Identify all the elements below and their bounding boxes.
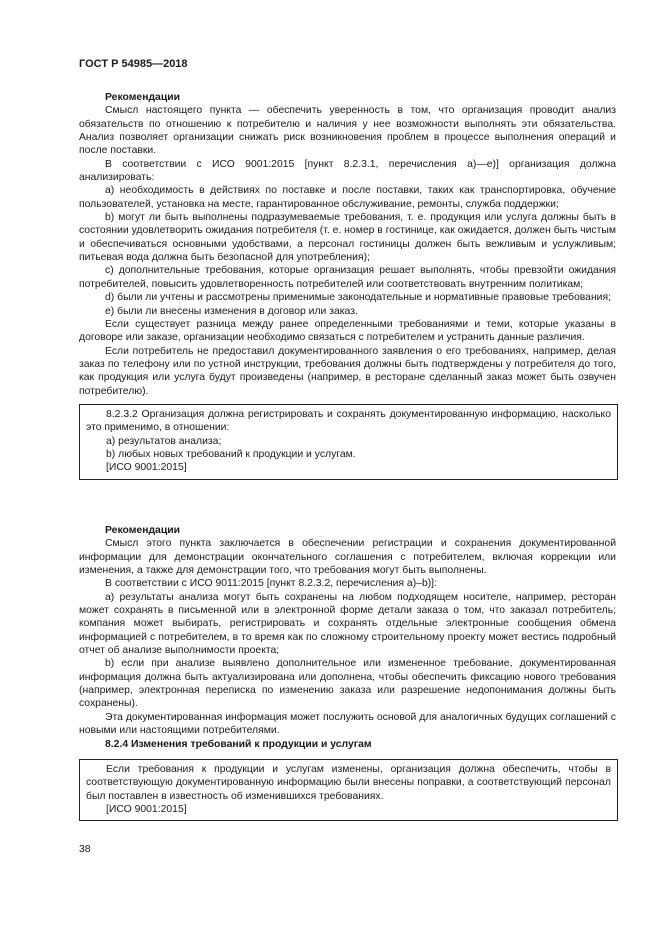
paragraph: Если требования к продукции и услугам изменены, организация должна обеспечить, чтобы в соответствующую документированную информацию были внесены поправки, а соответствующий персонал был поставлен в известность об изменившихся требованиях.: [86, 764, 611, 802]
subsection-heading: 8.2.4 Изменения требований к продукции и услугам: [105, 738, 372, 750]
list-item: e) были ли внесены изменения в договор или заказ.: [105, 305, 358, 317]
paragraph: 8.2.3.2 Организация должна регистрировать и сохранять документированную информацию, насколько это применимо, в отношении:: [86, 409, 611, 434]
reference: [ИСО 9001:2015]: [106, 804, 187, 816]
list-item: c) дополнительные требования, которые организация решает выполнять, чтобы превзойти ожидания потребителей, повысить удовлетворенность потребителей или соответствовать внутренним политикам;: [79, 265, 616, 290]
recommendations-section-2: [79, 524, 616, 751]
paragraph: Если существует разница между ранее определенными требованиями и теми, которые указаны в договоре или заказе, организации необходимо связаться с потребителем и устранить данные различия.: [79, 318, 616, 344]
document-header: ГОСТ Р 54985—2018: [79, 58, 188, 70]
section-heading: Рекомендации: [105, 92, 181, 103]
paragraph: В соответствии с ИСО 9011:2015 [пункт 8.2.3.2, перечисления a)–b)]:: [105, 578, 437, 590]
reference: [ИСО 9001:2015]: [106, 462, 187, 474]
list-item: a) результатов анализа;: [106, 435, 222, 447]
page-number: 38: [79, 844, 91, 855]
paragraph: Эта документированная информация может послужить основой для аналогичных будущих соглашений с новыми или настоящими потребителями.: [79, 711, 616, 737]
standard-quote-box-8-2-3-2: [79, 404, 618, 480]
paragraph: Смысл этого пункта заключается в обеспечении регистрации и сохранения документированной информации для демонстрации окончательного соглашения с потребителем, включая коррекции или изменения, а также для демонстрации того, что требования могут быть выполнены.: [79, 538, 616, 577]
list-item: a) необходимость в действиях по поставке и после поставки, таких как транспортировка, обучение пользователей, установка на месте, гарантированное обслуживание, ремонты, служба поддержки;: [79, 185, 616, 210]
paragraph: Смысл настоящего пункта — обеспечить уверенность в том, что организация проводит анализ обязательств по отношению к потребителю и наличия у нее возможности выполнять эти обязательства. Анализ позволяет организации снижать риск возникновения проблем в процессе выполнения операций и после поставки.: [79, 105, 616, 157]
paragraph: В соответствии с ИСО 9001:2015 [пункт 8.2.3.1, перечисления а)—е)] организация должна анализировать:: [79, 158, 616, 184]
recommendations-section-1: [79, 91, 616, 398]
paragraph: Если потребитель не предоставил документированного заявления о его требованиях, например, делая заказ по телефону или по устной инструкции, требования должны быть подтверждены у потребителя до того, как продукция или услуга будут произведены (например, в ресторане сделанный заказ может быть озвучен потребителю).: [79, 345, 616, 397]
list-item: d) были ли учтены и рассмотрены применимые законодательные и нормативные правовые требования;: [105, 292, 612, 304]
list-item: b) если при анализе выявлено дополнительное или измененное требование, документированная информация должна быть актуализирована или дополнена, чтобы обеспечить фиксацию нового требования (например, электронная переписка по изменению заказа или разрешение недопонимания должны быть сохранены).: [79, 658, 616, 710]
list-item: b) любых новых требований к продукции и услугам.: [106, 449, 356, 461]
list-item: a) результаты анализа могут быть сохранены на любом подходящем носителе, например, ресторан может сохранять в письменной или в электронной форме детали заказа о том, что заказал потребитель; компания может выбирать, регистрировать и сохранять отдельные электронные сообщения обмена информацией с потребителем, в то время как по сложному строительному проекту может вестись подробный отчет об анализе выполнимости проекта;: [79, 591, 616, 657]
section-heading: Рекомендации: [105, 525, 181, 536]
standard-quote-box-8-2-4: [79, 759, 618, 821]
list-item: b) могут ли быть выполнены подразумеваемые требования, т. е. продукция или услуга должны быть в состоянии удовлетворить ожидания потребителя (т. е. номер в гостинице, как ожидается, должен быть чистым и обеспечиваться основными удобствами, а персонал гостиницы должен быть вежливым и услужливым; питьевая вода должна быть безопасной для употребления);: [79, 212, 616, 264]
